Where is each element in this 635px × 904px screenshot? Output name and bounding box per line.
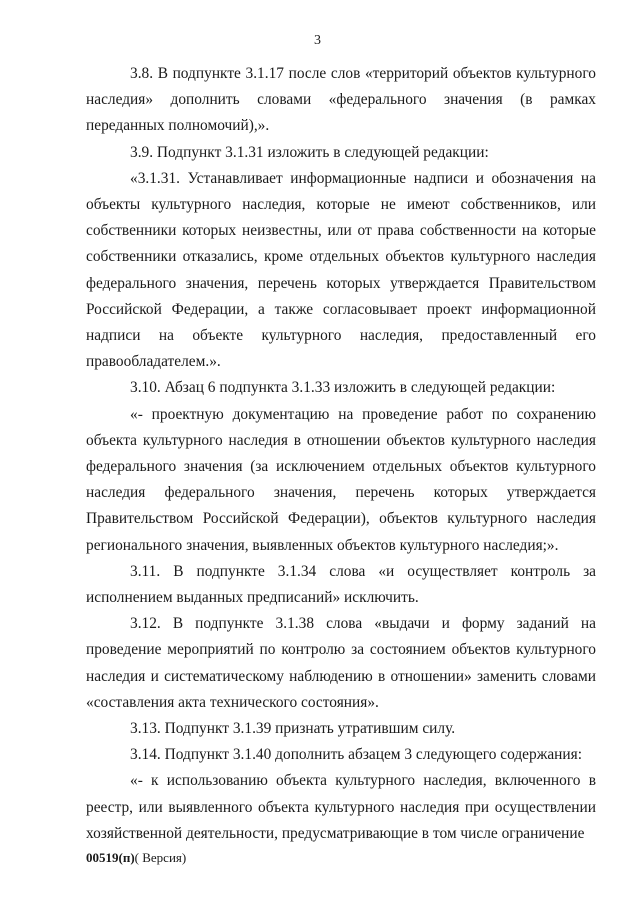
paragraph-3-13: 3.13. Подпункт 3.1.39 признать утратившим силу. [130, 720, 456, 738]
document-body [86, 61, 596, 847]
paragraph-3-1-33-text: «- проектную документацию на проведение работ по сохранению объекта культурного наследия в отношении объектов культурного наследия федерального значения (за исключением отдельных объектов культурного наследия федерального значения, перечень которых утверждается Правительством Российской Федерации), объектов культурного наследия регионального значения, выявленных объектов культурного наследия;». [86, 405, 596, 554]
paragraph-3-14: 3.14. Подпункт 3.1.40 дополнить абзацем 3 следующего содержания: [130, 746, 582, 764]
paragraph-3-11: 3.11. В подпункте 3.1.34 слова «и осуществляет контроль за исполнением выданных предписаний» исключить. [86, 562, 596, 607]
document-code: 00519(п) [86, 850, 135, 865]
document-footer [86, 850, 186, 866]
paragraph-3-12: 3.12. В подпункте 3.1.38 слова «выдачи и форму заданий на проведение мероприятий по контролю за состоянием объектов культурного наследия и систематическому наблюдению в отношении» заменить словами «составления акта технического состояния». [86, 615, 596, 711]
paragraph-3-10: 3.10. Абзац 6 подпункта 3.1.33 изложить в следующей редакции: [130, 379, 556, 397]
paragraph-3-8: 3.8. В подпункте 3.1.17 после слов «территорий объектов культурного наследия» дополнить словами «федерального значения (в рамках переданных полномочий),». [86, 65, 596, 135]
page-number: 3 [314, 33, 321, 48]
version-label: ( Версия) [134, 850, 187, 865]
paragraph-3-1-40-text: «- к использованию объекта культурного наследия, включенного в реестр, или выявленного объекта культурного наследия при осуществлении хозяйственной деятельности, предусматривающие в том числе ограничение [86, 772, 596, 842]
paragraph-3-9: 3.9. Подпункт 3.1.31 изложить в следующей редакции: [130, 143, 489, 161]
paragraph-3-1-31-text: «3.1.31. Устанавливает информационные надписи и обозначения на объекты культурного наследия, которые не имеют собственников, или собственники которых неизвестны, или от права собственности на которые собственники отказались, кроме отдельных объектов культурного наследия федерального значения, перечень которых утверждается Правительством Российской Федерации, а также согласовывает проект информационной надписи на объекте культурного наследия, предоставленный его правообладателем.». [86, 169, 596, 371]
